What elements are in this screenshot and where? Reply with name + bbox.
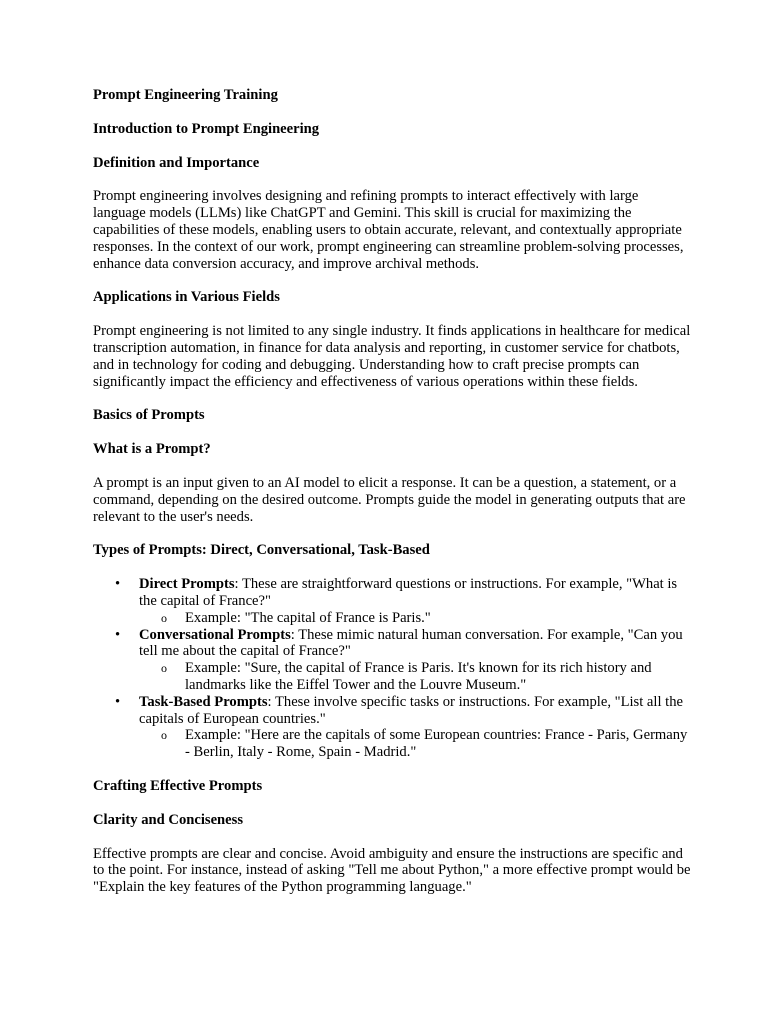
list-item <box>139 660 693 694</box>
type-description: : These are straightforward questions or instructions. For example, "What is the capital of France?" <box>139 576 678 609</box>
applications-heading: Applications in Various Fields <box>93 289 280 306</box>
type-term: Conversational Prompts <box>139 626 291 643</box>
type-description: : These involve specific tasks or instructions. For example, "List all the capitals of European countries." <box>139 693 683 727</box>
type-description: : These mimic natural human conversation. For example, "Can you tell me about the capital of France?" <box>139 626 683 660</box>
what-is-prompt-paragraph: A prompt is an input given to an AI model to elicit a response. It can be a question, a statement, or a command, depending on the desired outcome. Prompts guide the model in generating outputs that are relevant to the user's needs. <box>93 474 686 525</box>
list-item <box>93 576 693 626</box>
example-list <box>139 660 693 694</box>
type-example: Example: "The capital of France is Paris." <box>185 609 431 626</box>
bullet-icon: • <box>115 576 121 593</box>
definition-paragraph: Prompt engineering involves designing and refining prompts to interact effectively with large language models (LLMs) like ChatGPT and Gemini. This skill is crucial for maximizing the capabilities of these models, enabling users to obtain accurate, relevant, and contextually appropriate responses. In the context of our work, prompt engineering can streamline problem-solving processes, enhance data conversion accuracy, and improve archival methods. <box>93 188 684 272</box>
circle-bullet-icon: o <box>161 728 167 743</box>
list-item <box>139 610 693 627</box>
crafting-heading: Crafting Effective Prompts <box>93 777 263 794</box>
definition-heading: Definition and Importance <box>93 154 260 171</box>
what-is-prompt-heading: What is a Prompt? <box>93 441 211 458</box>
bullet-icon: • <box>115 693 121 710</box>
list-item <box>93 627 693 694</box>
type-term: Direct Prompts <box>139 576 235 593</box>
list-item <box>93 694 693 761</box>
bullet-icon: • <box>115 626 121 643</box>
example-list <box>139 610 693 627</box>
applications-paragraph: Prompt engineering is not limited to any single industry. It finds applications in healthcare for medical transcription automation, in finance for data analysis and reporting, in customer service for chatbots, and in technology for coding and debugging. Understanding how to craft precise prompts can significantly impact the efficiency and effectiveness of various operations within these fields. <box>93 323 691 390</box>
type-example: Example: "Sure, the capital of France is Paris. It's known for its rich history and landmarks like the Eiffel Tower and the Louvre Museum." <box>185 660 652 693</box>
type-term: Task-Based Prompts <box>139 693 268 710</box>
document-title: Prompt Engineering Training <box>93 87 278 103</box>
intro-heading: Introduction to Prompt Engineering <box>93 120 320 137</box>
example-list <box>139 727 693 761</box>
list-item <box>139 727 693 761</box>
circle-bullet-icon: o <box>161 661 167 676</box>
prompt-types-list <box>93 576 693 761</box>
document-page <box>93 87 693 913</box>
type-example: Example: "Here are the capitals of some European countries: France - Paris, Germany - Berlin, Italy - Rome, Spain - Madrid." <box>185 727 688 761</box>
clarity-heading: Clarity and Conciseness <box>93 811 243 828</box>
circle-bullet-icon: o <box>161 610 167 625</box>
clarity-paragraph: Effective prompts are clear and concise. Avoid ambiguity and ensure the instructions are specific and to the point. For instance, instead of asking "Tell me about Python," a more effective prompt would be "Explain the key features of the Python programming language." <box>93 845 691 896</box>
basics-heading: Basics of Prompts <box>93 407 205 424</box>
types-heading: Types of Prompts: Direct, Conversational, Task-Based <box>93 542 430 559</box>
